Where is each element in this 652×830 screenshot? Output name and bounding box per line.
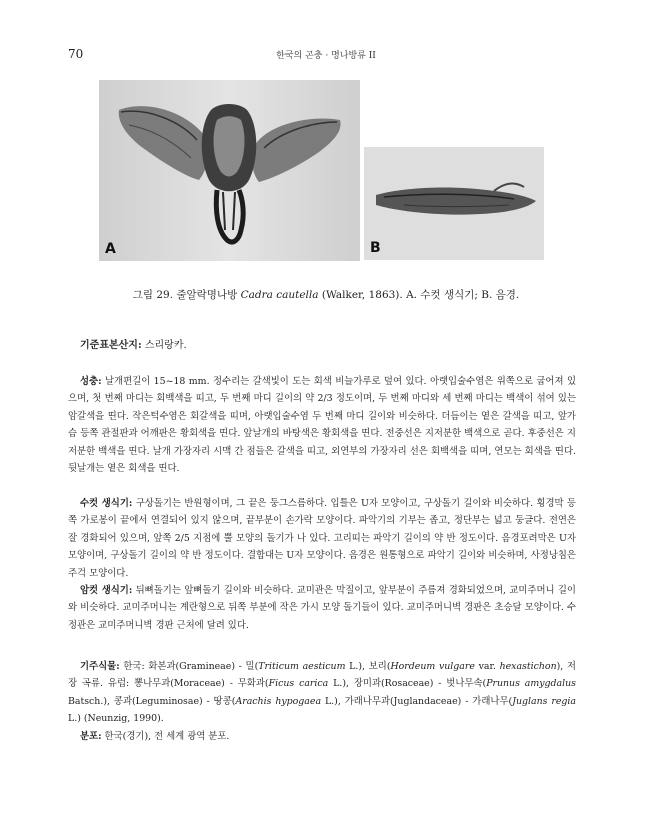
aedeagus-illustration (364, 147, 544, 260)
caption-prefix: 그림 29. 줄알락명나방 (132, 289, 241, 301)
host-species-6: Arachis hypogaea (235, 695, 322, 707)
host-text-5: L.), 장미과(Rosaceae) - 벚나무속( (328, 678, 487, 690)
adult-text: 날개편길이 15~18 mm. 정수리는 갈색빛이 도는 회색 비늘가루로 덮여 있다. 아랫입술수염은 위쪽으로 굽어져 있으며, 첫 번째 마디는 회백색을 띠고, 두 번째 마디 길이의 약 2/3 정도이며, 두 번째 마디와 세 번째 마디는 백색이 섞여 있는 암갈색을 띤다. 작은턱수염은 회갈색을 띠며, 아랫입술수염 두 번째 마디 길이와 비슷하다. 더듬이는 옅은 갈색을 띠고, 앞가슴 등쪽 관절판과 어깨판은 황회색을 띤다. 앞날개의 바탕색은 황회색을 띤다. 전중선은 지저분한 백색으로 곧다. 후중선은 지저분한 백색을 띤다. 날개 가장자리 시맥 간 점들은 갈색을 띠고, 외연부의 가장자리 선은 회백색을 띠며, 연모는 회색을 띤다. 뒷날개는 옅은 회색을 띤다. (68, 376, 576, 475)
caption-species-name: Cadra cautella (240, 289, 319, 301)
female-genitalia-description (68, 582, 576, 634)
female-genitalia-label: 암컷 생식기: (80, 585, 133, 596)
male-genitalia-description (68, 495, 576, 582)
host-text-3: var. (474, 661, 500, 672)
host-plants-description (68, 658, 576, 728)
male-genitalia-illustration (99, 80, 360, 261)
host-species-5: Prunus amygdalus (486, 678, 576, 690)
male-genitalia-text: 구상돌기는 반원형이며, 그 끝은 둥그스름하다. 입틀은 U자 모양이고, 구상돌기 길이와 비슷하다. 횡경막 등쪽 가로봉이 끝에서 연결되어 있지 않으며, 끝부분이 손가락 모양이다. 파악기의 기부는 좁고, 정단부는 넓고 둥글다. 전연은 잘 경화되어 있으며, 앞쪽 2/5 지점에 뿔 모양의 돌기가 나 있다. 고리띠는 파악기 길이의 약 반 정도이다. 음경포려막은 U자 모양이며, 구상돌기 길이의 약 반 정도이다. 결합대는 U자 모양이다. 음경은 원통형으로 파악기 길이와 비슷하며, 사정낭침은 주걱 모양이다. (68, 498, 576, 579)
adult-label: 성충: (80, 376, 102, 387)
host-text-6: Batsch.), 콩과(Leguminosae) - 땅콩( (68, 695, 236, 707)
host-plants-label: 기주식물: (80, 661, 120, 672)
host-species-1: Triticum aesticum (258, 661, 346, 672)
host-species-4: Ficus carica (268, 678, 329, 690)
running-head: 한국의 곤충 · 명나방류 II (276, 51, 376, 61)
host-text-8: L.) (Neunzig, 1990). (68, 713, 164, 725)
distribution-label: 분포: (80, 731, 102, 742)
host-text-4: ), 저장 곡류. 유럽: 뽕나무과(Moraceae) - 무화과( (68, 661, 576, 690)
type-locality (80, 336, 187, 351)
figure-caption (0, 287, 652, 302)
host-species-3: hexastichon (499, 661, 557, 672)
host-text-7: L.), 가래나무과(Juglandaceae) - 가래나무( (321, 695, 513, 707)
host-text-2: L.), 보리( (345, 661, 391, 672)
figure-a-label: A (105, 241, 116, 257)
figure-b-photo (364, 147, 544, 260)
type-locality-label: 기준표본산지: (80, 340, 142, 351)
caption-suffix: (Walker, 1863). A. 수컷 생식기; B. 음경. (318, 289, 520, 301)
figure-a-photo (99, 80, 360, 261)
adult-description (68, 373, 576, 477)
distribution-description (68, 728, 576, 745)
distribution-text: 한국(경기), 전 세계 광역 분포. (101, 731, 230, 742)
female-genitalia-text: 뒤뼈돌기는 앞뼈돌기 길이와 비슷하다. 교미관은 막질이고, 앞부분이 주름져 경화되었으며, 교미주머니 길이와 비슷하다. 교미주머니는 계란형으로 뒤쪽 부분에 작은 가시 모양 돌기들이 있다. 교미주머니벽 경판은 초승달 모양이다. 수정관은 교미주머니벽 경판 근처에 달려 있다. (68, 585, 576, 631)
male-genitalia-label: 수컷 생식기: (80, 498, 133, 509)
figure-b-label: B (370, 240, 381, 256)
page-number: 70 (68, 47, 84, 61)
host-species-7: Juglans regia (512, 695, 576, 707)
host-text-1: 한국: 화본과(Gramineae) - 밀( (119, 661, 259, 672)
host-species-2: Hordeum vulgare (390, 661, 475, 672)
type-locality-value: 스리랑카. (141, 340, 187, 351)
